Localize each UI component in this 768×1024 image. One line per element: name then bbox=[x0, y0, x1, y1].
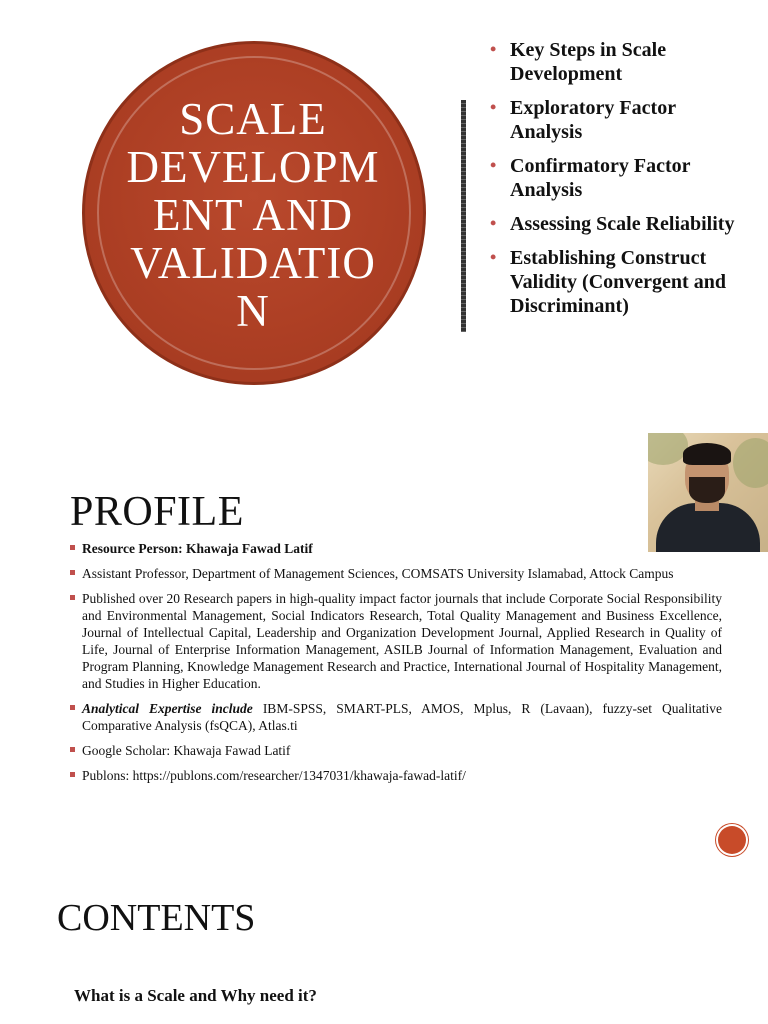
bullet-icon bbox=[70, 772, 75, 777]
contents-heading: CONTENTS bbox=[57, 897, 256, 939]
profile-item: Google Scholar: Khawaja Fawad Latif bbox=[70, 742, 722, 759]
bullet-icon bbox=[70, 747, 75, 752]
contents-item: What is a Scale and Why need it? bbox=[74, 986, 317, 1005]
profile-item: Assistant Professor, Department of Management Sciences, COMSATS University Islamabad, Attock Campus bbox=[70, 565, 722, 582]
photo-foliage bbox=[733, 438, 768, 488]
bullet-icon: • bbox=[490, 155, 497, 175]
bullet-icon bbox=[70, 570, 75, 575]
topic-list bbox=[488, 38, 748, 328]
title-slide bbox=[0, 0, 768, 410]
divider-bar bbox=[461, 100, 466, 332]
bullet-icon bbox=[70, 545, 75, 550]
slide-title: SCALE DEVELOPM ENT AND VALIDATIO N bbox=[126, 94, 380, 336]
profile-item: Published over 20 Research papers in high-quality impact factor journals that include Corporate Social Responsibility and Environmental Management, Social Indicators Research, Total Quality Management and Business Excellence, Journal of Intellectual Capital, Leadership and Organization Development Journal, Applied Research in Quality of Life, Journal of Enterprise Information Management, ASILB Journal of Information Management, Evaluation and Program Planning, Knowledge Management Research and Practice, International Journal of Hospitality Management, and Studies in Higher Education. bbox=[70, 590, 722, 692]
profile-photo bbox=[648, 433, 768, 552]
bullet-icon: • bbox=[490, 97, 497, 117]
bullet-icon: • bbox=[490, 247, 497, 267]
photo-beard bbox=[689, 477, 725, 503]
profile-heading: PROFILE bbox=[70, 489, 244, 535]
topic-item: • Establishing Construct Validity (Convergent and Discriminant) bbox=[490, 247, 726, 317]
profile-item: Analytical Expertise include IBM-SPSS, SMART-PLS, AMOS, Mplus, R (Lavaan), fuzzy-set Qualitative Comparative Analysis (fsQCA), Atlas.ti bbox=[70, 700, 722, 734]
profile-item: Publons: https://publons.com/researcher/1347031/khawaja-fawad-latif/ bbox=[70, 767, 722, 784]
bullet-icon: • bbox=[490, 39, 497, 59]
bullet-icon bbox=[70, 595, 75, 600]
topic-item: • Exploratory Factor Analysis bbox=[490, 97, 676, 143]
topic-item: • Key Steps in Scale Development bbox=[490, 39, 667, 85]
topic-item: • Assessing Scale Reliability bbox=[490, 213, 735, 235]
photo-foliage bbox=[648, 433, 688, 465]
bullet-icon: • bbox=[490, 213, 497, 233]
topic-item: • Confirmatory Factor Analysis bbox=[490, 155, 691, 201]
photo-hair bbox=[683, 443, 731, 465]
profile-item: Resource Person: Khawaja Fawad Latif bbox=[70, 540, 722, 557]
circle-ornament-icon bbox=[718, 826, 746, 854]
bullet-icon bbox=[70, 705, 75, 710]
profile-list bbox=[70, 540, 722, 792]
